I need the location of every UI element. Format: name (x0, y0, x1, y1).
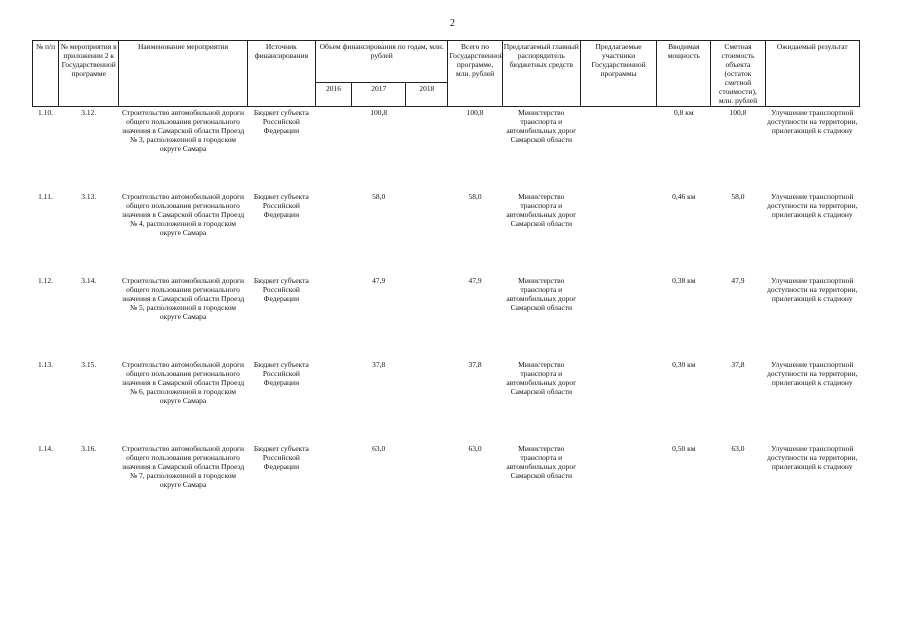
page-number: 2 (450, 18, 455, 29)
row-estimate: 58,0 (731, 192, 745, 201)
header-manager: Предлагаемый главный распорядитель бюджетных средств (502, 41, 580, 107)
row-source: Бюджет субъекта Российской Федерации (253, 192, 309, 219)
header-estimate: Сметная стоимость объекта (остаток сметной стоимости), млн. рублей (711, 41, 765, 107)
row-capacity: 0,30 км (672, 360, 696, 369)
row-participants (580, 107, 656, 193)
row-total: 63,0 (468, 444, 482, 453)
row-result: Улучшение транспортной доступности на территории, прилегающей к стадиону (767, 108, 858, 135)
row-2016 (315, 276, 351, 360)
row-manager: Министерство транспорта и автомобильных дорог Самарской области (506, 444, 577, 480)
row-total: 58,0 (468, 192, 482, 201)
row-2017: 47,9 (372, 276, 386, 285)
row-name: Строительство автомобильной дороги общего пользования регионального значения в Самарской области Проезд № 4, расположенной в городском округе Самара (121, 192, 245, 237)
header-capacity: Вводимая мощность (657, 41, 711, 107)
header-participants: Предлагаемые участники Государственной программы (580, 41, 656, 107)
table-row (33, 360, 860, 444)
row-estimate: 63,0 (731, 444, 745, 453)
row-manager: Министерство транспорта и автомобильных дорог Самарской области (506, 276, 577, 312)
row-2017: 37,8 (372, 360, 386, 369)
row-participants (580, 276, 656, 360)
row-name: Строительство автомобильной дороги общего пользования регионального значения в Самарской области Проезд № 3, расположенной в городском округе Самара (121, 108, 245, 153)
row-event: 3.15. (81, 360, 97, 369)
row-manager: Министерство транспорта и автомобильных дорог Самарской области (506, 108, 577, 144)
header-name: Наименование мероприятия (119, 41, 247, 107)
row-result: Улучшение транспортной доступности на территории, прилегающей к стадиону (767, 444, 858, 471)
header-event-num: № мероприятия в приложении 2 к Государственной программе (59, 41, 119, 107)
row-2016 (315, 192, 351, 276)
header-year-2017: 2017 (352, 83, 406, 107)
row-2018 (406, 107, 448, 193)
row-participants (580, 360, 656, 444)
row-result: Улучшение транспортной доступности на территории, прилегающей к стадиону (767, 192, 858, 219)
header-year-2018: 2018 (406, 83, 448, 107)
header-num: № п/п (33, 41, 59, 107)
row-source: Бюджет субъекта Российской Федерации (253, 444, 309, 471)
row-estimate: 47,9 (731, 276, 745, 285)
row-total: 100,8 (466, 108, 484, 117)
row-event: 3.12. (81, 108, 97, 117)
row-participants (580, 444, 656, 528)
row-2018 (406, 276, 448, 360)
row-2018 (406, 192, 448, 276)
header-year-2016: 2016 (315, 83, 351, 107)
row-estimate: 37,8 (731, 360, 745, 369)
table-row (33, 107, 860, 193)
row-num: 1.11. (38, 192, 53, 201)
row-source: Бюджет субъекта Российской Федерации (253, 360, 309, 387)
header-funding-group: Объем финансирования по годам, млн. рублей (315, 41, 447, 83)
row-participants (580, 192, 656, 276)
row-capacity: 0,38 км (672, 276, 696, 285)
row-name: Строительство автомобильной дороги общего пользования регионального значения в Самарской области Проезд № 6, расположенной в городском округе Самара (121, 360, 245, 405)
row-2016 (315, 444, 351, 528)
row-event: 3.16. (81, 444, 97, 453)
row-total: 37,8 (468, 360, 482, 369)
row-event: 3.13. (81, 192, 97, 201)
header-total: Всего по Государственной программе, млн. рублей (448, 41, 502, 107)
row-2018 (406, 444, 448, 528)
row-name: Строительство автомобильной дороги общего пользования регионального значения в Самарской области Проезд № 7, расположенной в городском округе Самара (121, 444, 245, 489)
row-manager: Министерство транспорта и автомобильных дорог Самарской области (506, 192, 577, 228)
funding-table (32, 40, 860, 528)
row-num: 1.14. (38, 444, 54, 453)
row-estimate: 100,8 (729, 108, 747, 117)
row-2016 (315, 360, 351, 444)
row-num: 1.10. (38, 108, 54, 117)
row-manager: Министерство транспорта и автомобильных дорог Самарской области (506, 360, 577, 396)
row-2017: 63,0 (372, 444, 386, 453)
row-name: Строительство автомобильной дороги общего пользования регионального значения в Самарской области Проезд № 5, расположенной в городском округе Самара (121, 276, 245, 321)
row-source: Бюджет субъекта Российской Федерации (253, 108, 309, 135)
header-sources: Источник финансирования (247, 41, 315, 107)
row-result: Улучшение транспортной доступности на территории, прилегающей к стадиону (767, 360, 858, 387)
row-2017: 58,0 (372, 192, 386, 201)
header-result: Ожидаемый результат (765, 41, 859, 107)
row-capacity: 0,50 км (672, 444, 696, 453)
table-row (33, 192, 860, 276)
table-row (33, 276, 860, 360)
table-row (33, 444, 860, 528)
row-num: 1.12. (38, 276, 54, 285)
row-2016 (315, 107, 351, 193)
row-capacity: 0,8 км (673, 108, 694, 117)
row-2017: 100,8 (370, 108, 388, 117)
row-total: 47,9 (468, 276, 482, 285)
row-capacity: 0,46 км (672, 192, 696, 201)
row-event: 3.14. (81, 276, 97, 285)
row-2018 (406, 360, 448, 444)
row-source: Бюджет субъекта Российской Федерации (253, 276, 309, 303)
row-num: 1.13. (38, 360, 54, 369)
row-result: Улучшение транспортной доступности на территории, прилегающей к стадиону (767, 276, 858, 303)
